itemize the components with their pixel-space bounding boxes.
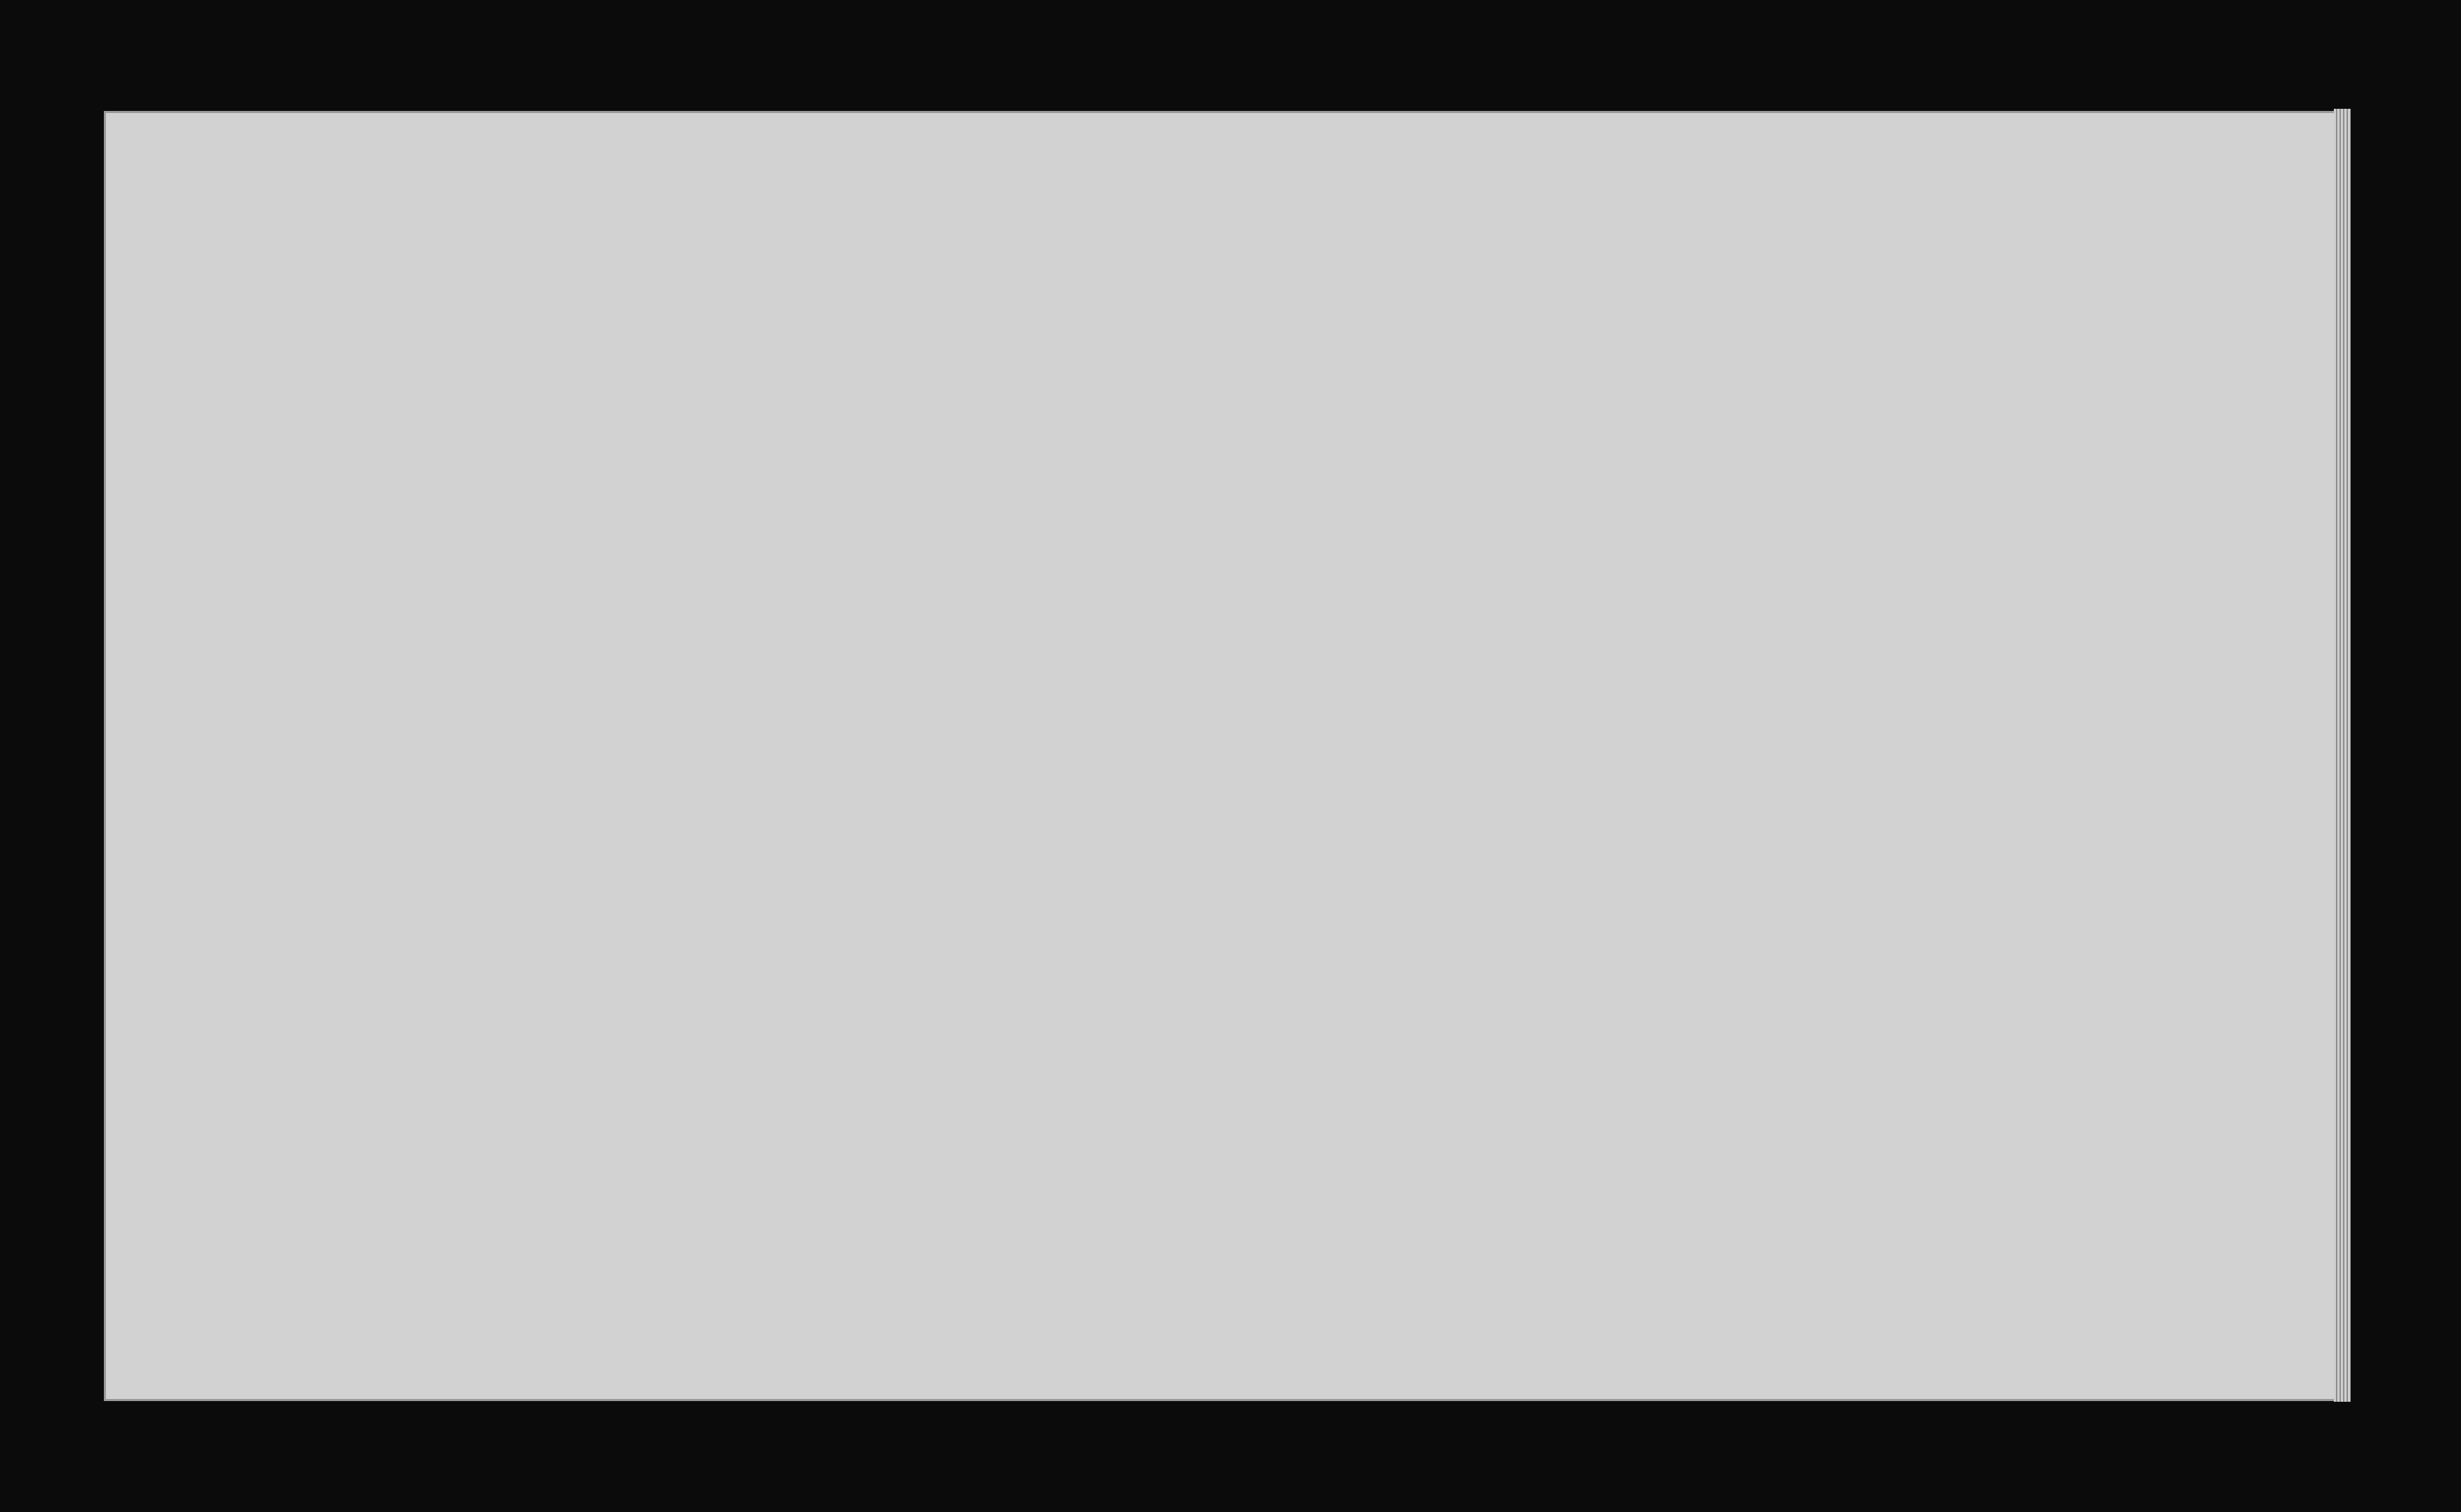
stacked-card-edges bbox=[2334, 109, 2351, 1402]
census-card bbox=[106, 113, 2335, 1399]
